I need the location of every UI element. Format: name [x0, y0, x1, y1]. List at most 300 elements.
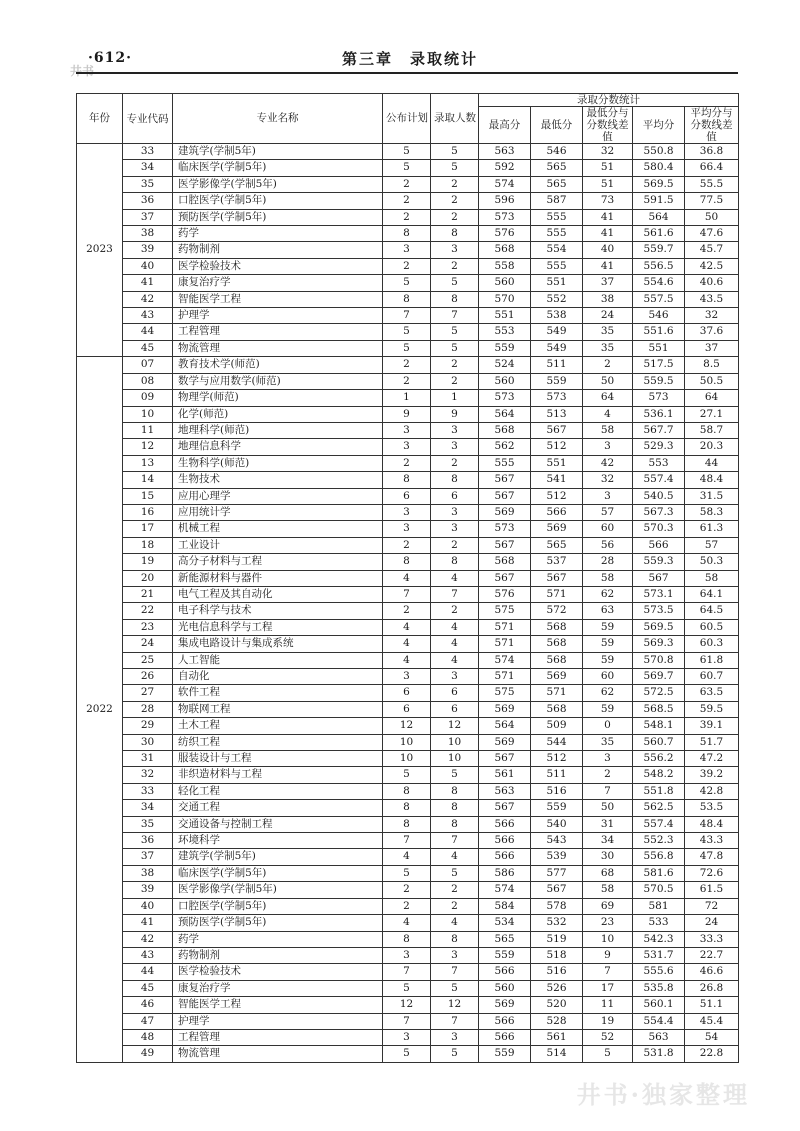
table-row [77, 144, 739, 160]
major-code-cell: 34 [123, 160, 173, 176]
major-name-cell: 工业设计 [173, 537, 383, 553]
min-score-cell: 571 [531, 586, 583, 602]
plan-cell: 7 [383, 586, 431, 602]
plan-cell: 4 [383, 849, 431, 865]
avg-score-cell: 556.8 [633, 849, 685, 865]
avg-diff-cell: 63.5 [685, 685, 739, 701]
avg-diff-cell: 64.5 [685, 603, 739, 619]
plan-cell: 5 [383, 275, 431, 291]
enrolled-cell: 3 [431, 422, 479, 438]
major-code-cell: 38 [123, 226, 173, 242]
min-score-cell: 541 [531, 472, 583, 488]
plan-cell: 8 [383, 554, 431, 570]
table-row [77, 701, 739, 717]
avg-score-cell: 581 [633, 898, 685, 914]
major-name-cell: 新能源材料与器件 [173, 570, 383, 586]
table-row [77, 340, 739, 356]
major-name-cell: 电子科学与技术 [173, 603, 383, 619]
max-score-cell: 560 [479, 275, 531, 291]
max-score-cell: 568 [479, 422, 531, 438]
max-score-cell: 566 [479, 816, 531, 832]
plan-cell: 3 [383, 1029, 431, 1045]
major-code-cell: 36 [123, 833, 173, 849]
max-score-cell: 568 [479, 554, 531, 570]
enrolled-cell: 6 [431, 685, 479, 701]
max-score-cell: 571 [479, 619, 531, 635]
avg-diff-cell: 40.6 [685, 275, 739, 291]
avg-diff-cell: 60.5 [685, 619, 739, 635]
plan-cell: 3 [383, 439, 431, 455]
avg-score-cell: 570.8 [633, 652, 685, 668]
min-diff-cell: 34 [583, 833, 633, 849]
major-code-cell: 12 [123, 439, 173, 455]
min-score-cell: 513 [531, 406, 583, 422]
min-diff-cell: 23 [583, 915, 633, 931]
avg-diff-cell: 61.5 [685, 882, 739, 898]
enrolled-cell: 1 [431, 390, 479, 406]
avg-score-cell: 548.1 [633, 718, 685, 734]
plan-cell: 2 [383, 357, 431, 373]
min-diff-cell: 28 [583, 554, 633, 570]
min-diff-cell: 50 [583, 373, 633, 389]
enrolled-cell: 8 [431, 291, 479, 307]
max-score-cell: 576 [479, 586, 531, 602]
avg-score-cell: 557.4 [633, 816, 685, 832]
max-score-cell: 567 [479, 570, 531, 586]
major-name-cell: 生物科学(师范) [173, 455, 383, 471]
avg-diff-cell: 48.4 [685, 472, 739, 488]
min-diff-cell: 3 [583, 439, 633, 455]
enrolled-cell: 8 [431, 226, 479, 242]
year-cell: 2023 [77, 144, 123, 357]
avg-diff-cell: 24 [685, 915, 739, 931]
table-row [77, 898, 739, 914]
avg-diff-cell: 47.8 [685, 849, 739, 865]
plan-cell: 4 [383, 636, 431, 652]
avg-score-cell: 557.5 [633, 291, 685, 307]
table-row [77, 455, 739, 471]
avg-diff-cell: 50.3 [685, 554, 739, 570]
enrolled-cell: 5 [431, 160, 479, 176]
min-diff-cell: 58 [583, 882, 633, 898]
avg-diff-cell: 32 [685, 308, 739, 324]
min-score-cell: 587 [531, 193, 583, 209]
avg-diff-cell: 77.5 [685, 193, 739, 209]
max-score-cell: 563 [479, 783, 531, 799]
min-score-cell: 572 [531, 603, 583, 619]
avg-score-cell: 580.4 [633, 160, 685, 176]
major-code-cell: 44 [123, 324, 173, 340]
min-diff-cell: 17 [583, 980, 633, 996]
plan-cell: 2 [383, 882, 431, 898]
enrolled-cell: 2 [431, 357, 479, 373]
max-score-cell: 575 [479, 603, 531, 619]
major-code-cell: 44 [123, 964, 173, 980]
min-diff-cell: 37 [583, 275, 633, 291]
plan-cell: 2 [383, 176, 431, 192]
enrolled-cell: 8 [431, 800, 479, 816]
plan-cell: 1 [383, 390, 431, 406]
plan-cell: 6 [383, 488, 431, 504]
major-code-cell: 26 [123, 669, 173, 685]
table-row [77, 586, 739, 602]
enrolled-cell: 3 [431, 521, 479, 537]
table-row [77, 373, 739, 389]
min-score-cell: 539 [531, 849, 583, 865]
max-score-cell: 562 [479, 439, 531, 455]
max-score-cell: 553 [479, 324, 531, 340]
avg-diff-cell: 46.6 [685, 964, 739, 980]
max-score-cell: 566 [479, 833, 531, 849]
avg-diff-cell: 61.8 [685, 652, 739, 668]
min-score-cell: 555 [531, 209, 583, 225]
avg-diff-cell: 8.5 [685, 357, 739, 373]
major-code-cell: 22 [123, 603, 173, 619]
major-code-cell: 28 [123, 701, 173, 717]
avg-score-cell: 540.5 [633, 488, 685, 504]
min-score-cell: 512 [531, 439, 583, 455]
header-score-stats: 录取分数统计 [479, 94, 739, 107]
enrolled-cell: 4 [431, 849, 479, 865]
major-name-cell: 药学 [173, 931, 383, 947]
major-code-cell: 31 [123, 751, 173, 767]
avg-score-cell: 567.3 [633, 504, 685, 520]
min-score-cell: 512 [531, 751, 583, 767]
table-row [77, 849, 739, 865]
major-name-cell: 医学检验技术 [173, 258, 383, 274]
max-score-cell: 567 [479, 800, 531, 816]
enrolled-cell: 2 [431, 537, 479, 553]
major-code-cell: 07 [123, 357, 173, 373]
max-score-cell: 564 [479, 406, 531, 422]
min-diff-cell: 41 [583, 226, 633, 242]
avg-score-cell: 554.4 [633, 1013, 685, 1029]
table-row [77, 865, 739, 881]
avg-score-cell: 561.6 [633, 226, 685, 242]
major-name-cell: 药物制剂 [173, 242, 383, 258]
major-code-cell: 34 [123, 800, 173, 816]
min-diff-cell: 51 [583, 176, 633, 192]
min-score-cell: 568 [531, 701, 583, 717]
min-score-cell: 532 [531, 915, 583, 931]
major-code-cell: 37 [123, 209, 173, 225]
avg-diff-cell: 66.4 [685, 160, 739, 176]
avg-score-cell: 581.6 [633, 865, 685, 881]
avg-diff-cell: 27.1 [685, 406, 739, 422]
major-code-cell: 41 [123, 275, 173, 291]
table-row [77, 1013, 739, 1029]
avg-diff-cell: 53.5 [685, 800, 739, 816]
max-score-cell: 574 [479, 176, 531, 192]
major-name-cell: 轻化工程 [173, 783, 383, 799]
plan-cell: 5 [383, 767, 431, 783]
major-code-cell: 43 [123, 947, 173, 963]
chapter-title: 第三章 录取统计 [341, 50, 478, 68]
max-score-cell: 566 [479, 1013, 531, 1029]
avg-score-cell: 563 [633, 1029, 685, 1045]
major-code-cell: 25 [123, 652, 173, 668]
enrolled-cell: 7 [431, 833, 479, 849]
avg-score-cell: 560.1 [633, 997, 685, 1013]
major-name-cell: 工程管理 [173, 324, 383, 340]
table-row [77, 1029, 739, 1045]
plan-cell: 7 [383, 308, 431, 324]
max-score-cell: 569 [479, 734, 531, 750]
max-score-cell: 574 [479, 882, 531, 898]
major-name-cell: 预防医学(学制5年) [173, 915, 383, 931]
header-year: 年份 [77, 94, 123, 144]
major-name-cell: 医学影像学(学制5年) [173, 882, 383, 898]
table-row [77, 800, 739, 816]
min-diff-cell: 62 [583, 586, 633, 602]
min-score-cell: 577 [531, 865, 583, 881]
max-score-cell: 558 [479, 258, 531, 274]
major-name-cell: 医学影像学(学制5年) [173, 176, 383, 192]
plan-cell: 2 [383, 898, 431, 914]
min-diff-cell: 58 [583, 570, 633, 586]
table-row [77, 734, 739, 750]
plan-cell: 9 [383, 406, 431, 422]
avg-score-cell: 554.6 [633, 275, 685, 291]
plan-cell: 4 [383, 652, 431, 668]
plan-cell: 7 [383, 964, 431, 980]
enrolled-cell: 8 [431, 472, 479, 488]
avg-diff-cell: 57 [685, 537, 739, 553]
major-code-cell: 15 [123, 488, 173, 504]
min-score-cell: 561 [531, 1029, 583, 1045]
plan-cell: 2 [383, 258, 431, 274]
avg-diff-cell: 37.6 [685, 324, 739, 340]
plan-cell: 3 [383, 242, 431, 258]
avg-score-cell: 573 [633, 390, 685, 406]
min-score-cell: 554 [531, 242, 583, 258]
min-score-cell: 551 [531, 455, 583, 471]
min-diff-cell: 52 [583, 1029, 633, 1045]
avg-diff-cell: 61.3 [685, 521, 739, 537]
major-name-cell: 高分子材料与工程 [173, 554, 383, 570]
major-code-cell: 21 [123, 586, 173, 602]
min-diff-cell: 3 [583, 751, 633, 767]
max-score-cell: 559 [479, 340, 531, 356]
table-row [77, 193, 739, 209]
min-diff-cell: 64 [583, 390, 633, 406]
min-score-cell: 549 [531, 324, 583, 340]
enrolled-cell: 10 [431, 751, 479, 767]
plan-cell: 5 [383, 865, 431, 881]
avg-score-cell: 542.3 [633, 931, 685, 947]
enrolled-cell: 8 [431, 783, 479, 799]
max-score-cell: 566 [479, 964, 531, 980]
min-score-cell: 567 [531, 422, 583, 438]
plan-cell: 4 [383, 570, 431, 586]
major-code-cell: 39 [123, 242, 173, 258]
min-diff-cell: 62 [583, 685, 633, 701]
avg-diff-cell: 60.7 [685, 669, 739, 685]
min-score-cell: 512 [531, 488, 583, 504]
plan-cell: 8 [383, 783, 431, 799]
table-row [77, 636, 739, 652]
plan-cell: 5 [383, 340, 431, 356]
plan-cell: 3 [383, 521, 431, 537]
max-score-cell: 569 [479, 997, 531, 1013]
avg-score-cell: 553 [633, 455, 685, 471]
avg-diff-cell: 50 [685, 209, 739, 225]
table-row [77, 504, 739, 520]
table-row [77, 291, 739, 307]
header-enrolled: 录取人数 [431, 94, 479, 144]
min-score-cell: 568 [531, 636, 583, 652]
min-score-cell: 537 [531, 554, 583, 570]
max-score-cell: 571 [479, 636, 531, 652]
min-score-cell: 528 [531, 1013, 583, 1029]
min-score-cell: 538 [531, 308, 583, 324]
plan-cell: 3 [383, 504, 431, 520]
table-row [77, 488, 739, 504]
plan-cell: 5 [383, 1046, 431, 1062]
enrolled-cell: 2 [431, 193, 479, 209]
table-row [77, 783, 739, 799]
max-score-cell: 565 [479, 931, 531, 947]
enrolled-cell: 9 [431, 406, 479, 422]
plan-cell: 8 [383, 816, 431, 832]
min-score-cell: 518 [531, 947, 583, 963]
min-diff-cell: 32 [583, 472, 633, 488]
avg-diff-cell: 20.3 [685, 439, 739, 455]
plan-cell: 8 [383, 472, 431, 488]
enrolled-cell: 5 [431, 324, 479, 340]
enrolled-cell: 10 [431, 734, 479, 750]
min-score-cell: 520 [531, 997, 583, 1013]
avg-score-cell: 564 [633, 209, 685, 225]
major-name-cell: 药物制剂 [173, 947, 383, 963]
min-score-cell: 573 [531, 390, 583, 406]
table-row [77, 833, 739, 849]
plan-cell: 12 [383, 718, 431, 734]
avg-diff-cell: 60.3 [685, 636, 739, 652]
major-name-cell: 交通设备与控制工程 [173, 816, 383, 832]
major-name-cell: 临床医学(学制5年) [173, 865, 383, 881]
table-row [77, 439, 739, 455]
major-code-cell: 45 [123, 980, 173, 996]
avg-diff-cell: 31.5 [685, 488, 739, 504]
min-diff-cell: 9 [583, 947, 633, 963]
avg-diff-cell: 36.8 [685, 144, 739, 160]
major-code-cell: 41 [123, 915, 173, 931]
major-code-cell: 46 [123, 997, 173, 1013]
enrolled-cell: 2 [431, 373, 479, 389]
table-row [77, 258, 739, 274]
avg-score-cell: 570.3 [633, 521, 685, 537]
enrolled-cell: 4 [431, 619, 479, 635]
avg-score-cell: 551 [633, 340, 685, 356]
plan-cell: 5 [383, 980, 431, 996]
table-row [77, 1046, 739, 1062]
major-name-cell: 化学(师范) [173, 406, 383, 422]
min-score-cell: 526 [531, 980, 583, 996]
major-code-cell: 24 [123, 636, 173, 652]
min-diff-cell: 19 [583, 1013, 633, 1029]
header-plan: 公布计划 [383, 94, 431, 144]
min-score-cell: 559 [531, 800, 583, 816]
avg-score-cell: 570.5 [633, 882, 685, 898]
avg-score-cell: 556.5 [633, 258, 685, 274]
header-divider [76, 72, 738, 74]
max-score-cell: 567 [479, 488, 531, 504]
avg-score-cell: 567 [633, 570, 685, 586]
max-score-cell: 563 [479, 144, 531, 160]
avg-score-cell: 550.8 [633, 144, 685, 160]
avg-score-cell: 566 [633, 537, 685, 553]
table-row [77, 275, 739, 291]
major-name-cell: 药学 [173, 226, 383, 242]
min-score-cell: 551 [531, 275, 583, 291]
major-name-cell: 口腔医学(学制5年) [173, 898, 383, 914]
min-score-cell: 514 [531, 1046, 583, 1062]
table-row [77, 652, 739, 668]
table-row [77, 997, 739, 1013]
avg-diff-cell: 45.4 [685, 1013, 739, 1029]
major-name-cell: 环境科学 [173, 833, 383, 849]
enrolled-cell: 6 [431, 488, 479, 504]
enrolled-cell: 7 [431, 308, 479, 324]
enrolled-cell: 12 [431, 997, 479, 1013]
min-score-cell: 569 [531, 669, 583, 685]
avg-score-cell: 551.6 [633, 324, 685, 340]
avg-score-cell: 546 [633, 308, 685, 324]
major-name-cell: 地理科学(师范) [173, 422, 383, 438]
enrolled-cell: 8 [431, 816, 479, 832]
min-diff-cell: 57 [583, 504, 633, 520]
enrolled-cell: 4 [431, 636, 479, 652]
major-name-cell: 自动化 [173, 669, 383, 685]
major-code-cell: 45 [123, 340, 173, 356]
avg-score-cell: 562.5 [633, 800, 685, 816]
enrolled-cell: 5 [431, 865, 479, 881]
avg-score-cell: 573.5 [633, 603, 685, 619]
avg-diff-cell: 51.1 [685, 997, 739, 1013]
min-diff-cell: 41 [583, 258, 633, 274]
plan-cell: 2 [383, 537, 431, 553]
avg-score-cell: 517.5 [633, 357, 685, 373]
avg-score-cell: 567.7 [633, 422, 685, 438]
min-diff-cell: 63 [583, 603, 633, 619]
avg-diff-cell: 48.4 [685, 816, 739, 832]
table-row [77, 816, 739, 832]
plan-cell: 2 [383, 603, 431, 619]
plan-cell: 6 [383, 685, 431, 701]
table-row [77, 931, 739, 947]
plan-cell: 8 [383, 931, 431, 947]
plan-cell: 8 [383, 226, 431, 242]
major-name-cell: 预防医学(学制5年) [173, 209, 383, 225]
plan-cell: 3 [383, 947, 431, 963]
major-code-cell: 42 [123, 291, 173, 307]
table-row [77, 767, 739, 783]
avg-diff-cell: 72.6 [685, 865, 739, 881]
min-diff-cell: 59 [583, 701, 633, 717]
min-diff-cell: 11 [583, 997, 633, 1013]
enrolled-cell: 4 [431, 652, 479, 668]
table-row [77, 603, 739, 619]
avg-diff-cell: 22.8 [685, 1046, 739, 1062]
min-diff-cell: 35 [583, 340, 633, 356]
min-score-cell: 543 [531, 833, 583, 849]
major-name-cell: 口腔医学(学制5年) [173, 193, 383, 209]
table-row [77, 308, 739, 324]
avg-diff-cell: 42.5 [685, 258, 739, 274]
avg-score-cell: 555.6 [633, 964, 685, 980]
major-name-cell: 护理学 [173, 1013, 383, 1029]
